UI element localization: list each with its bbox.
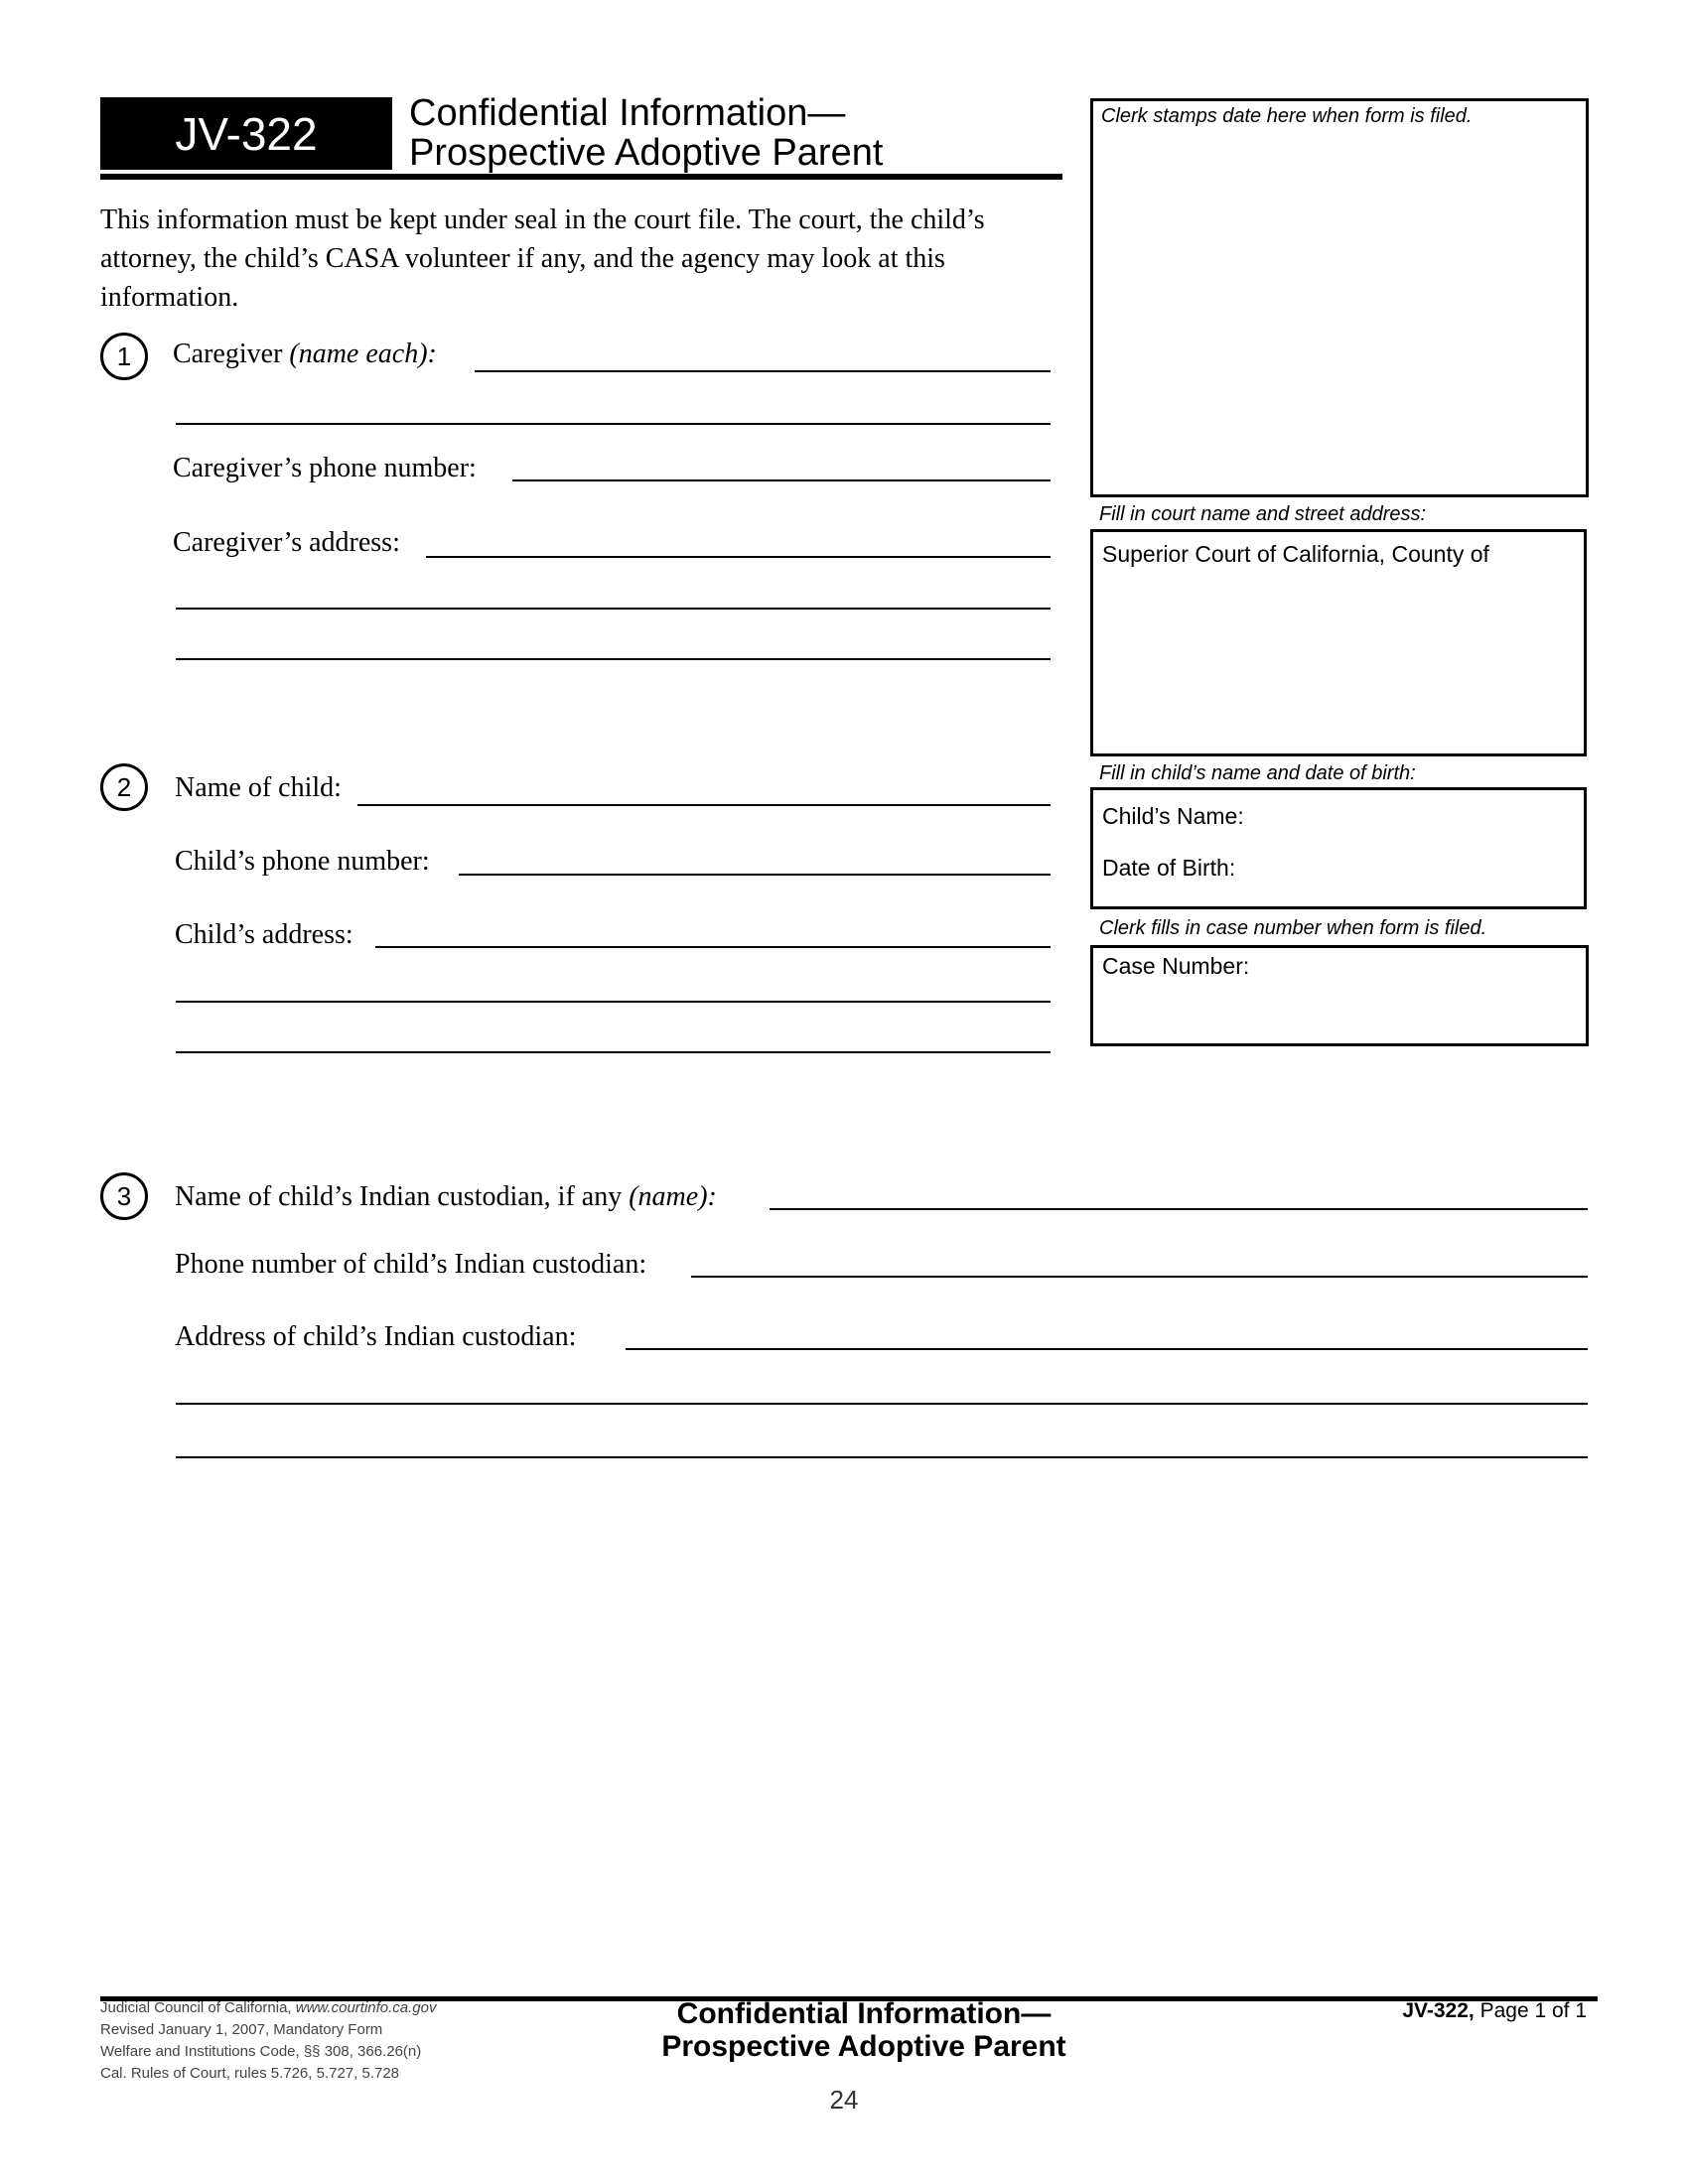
child-name-label: Name of child:: [175, 772, 342, 803]
section-2-number: 2: [100, 763, 148, 811]
case-number-caption: Clerk fills in case number when form is filed.: [1099, 917, 1487, 939]
child-phone-label: Child’s phone number:: [175, 846, 430, 877]
child-info-caption: Fill in child’s name and date of birth:: [1099, 762, 1416, 784]
form-title-line1: Confidential Information—: [409, 92, 846, 134]
page-number: 24: [829, 2085, 859, 2115]
child-address-field-2[interactable]: [176, 1001, 1051, 1003]
child-address-label: Child’s address:: [175, 919, 353, 950]
indian-custodian-address-field-3[interactable]: [176, 1456, 1588, 1458]
child-address-field[interactable]: [375, 946, 1051, 948]
indian-custodian-name-hint: (name):: [629, 1181, 717, 1212]
section-3-number: 3: [100, 1172, 148, 1220]
court-name-box[interactable]: [1090, 529, 1587, 756]
footer-page-count: Page 1 of 1: [1479, 1999, 1587, 2022]
indian-custodian-address-field-2[interactable]: [176, 1403, 1588, 1405]
caregiver-address-field[interactable]: [426, 556, 1051, 558]
indian-custodian-phone-label: Phone number of child’s Indian custodian:: [175, 1249, 647, 1280]
child-info-box[interactable]: [1090, 787, 1587, 909]
intro-text: This information must be kept under seal in the court file. The court, the child’s attorney, the child’s CASA volunteer if any, and the agency may look at this information.: [100, 205, 985, 313]
footer-title-line2: Prospective Adoptive Parent: [661, 2030, 1066, 2063]
footer-page-info: [1370, 1999, 1587, 2023]
caregiver-label-text: Caregiver: [173, 339, 283, 369]
footer-title-line1: Confidential Information—: [676, 1997, 1052, 2030]
caregiver-label: [173, 338, 437, 371]
caregiver-name-field[interactable]: [475, 370, 1051, 372]
case-number-box: [1090, 945, 1589, 1046]
caregiver-address-field-2[interactable]: [176, 608, 1051, 610]
case-number-label: Case Number:: [1102, 953, 1250, 979]
caregiver-phone-field[interactable]: [512, 479, 1051, 481]
caregiver-address-field-3[interactable]: [176, 658, 1051, 660]
section-1-number: 1: [100, 333, 148, 380]
footer-left-line3: Welfare and Institutions Code, §§ 308, 366.26(n): [100, 2043, 422, 2060]
form-number-badge: JV-322: [100, 97, 392, 170]
footer-website-link[interactable]: www.courtinfo.ca.gov: [295, 1999, 437, 2016]
indian-custodian-name-label: [175, 1180, 717, 1214]
footer-form-number: JV-322,: [1402, 1999, 1475, 2022]
caregiver-name-field-2[interactable]: [176, 423, 1051, 425]
indian-custodian-name-label-text: Name of child’s Indian custodian, if any: [175, 1181, 623, 1212]
child-name-field[interactable]: [357, 804, 1051, 806]
indian-custodian-address-label: Address of child’s Indian custodian:: [175, 1321, 577, 1352]
child-address-field-3[interactable]: [176, 1051, 1051, 1053]
caregiver-address-label: Caregiver’s address:: [173, 527, 400, 558]
indian-custodian-phone-field[interactable]: [691, 1276, 1588, 1278]
indian-custodian-name-field[interactable]: [770, 1208, 1588, 1210]
footer-council: Judicial Council of California,: [100, 1999, 292, 2016]
child-phone-field[interactable]: [459, 874, 1051, 876]
clerk-stamp-caption: Clerk stamps date here when form is filed.: [1101, 105, 1473, 127]
indian-custodian-address-field[interactable]: [626, 1348, 1588, 1350]
footer-left-line1: [100, 1997, 437, 2019]
caregiver-phone-label: Caregiver’s phone number:: [173, 453, 477, 483]
court-caption: Fill in court name and street address:: [1099, 503, 1427, 525]
footer-left-line2: Revised January 1, 2007, Mandatory Form: [100, 2021, 383, 2038]
footer-left-line4: Cal. Rules of Court, rules 5.726, 5.727, 5.728: [100, 2065, 400, 2082]
header-rule: [100, 174, 1062, 180]
caregiver-hint: (name each):: [289, 339, 437, 369]
form-title-line2: Prospective Adoptive Parent: [409, 132, 884, 174]
clerk-stamp-box: [1090, 98, 1589, 497]
court-name-text: Superior Court of California, County of: [1102, 541, 1489, 567]
child-name-box-label: Child’s Name:: [1102, 803, 1244, 829]
date-of-birth-label: Date of Birth:: [1102, 855, 1236, 881]
